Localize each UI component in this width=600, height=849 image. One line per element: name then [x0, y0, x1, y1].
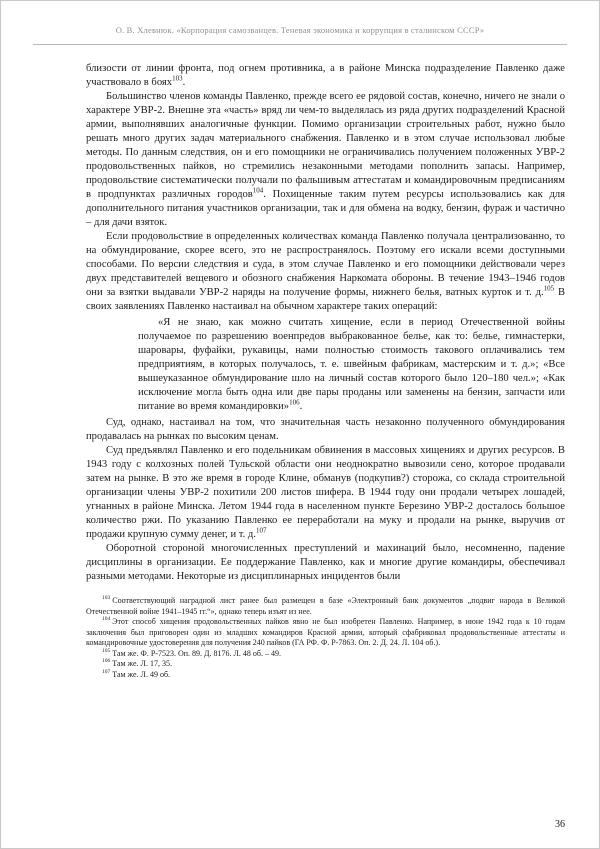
paragraph-6: Оборотной стороной многочисленных преступлений и махинаций было, несомненно, падение дисциплины в организации. Ее поддержание Павленко, как и многие другие командиры, обеспечивал разными методами. Некоторые из дисциплинарных инцидентов были [86, 543, 565, 582]
footnote-marker: 104 [102, 616, 111, 623]
footnote-106 [86, 659, 565, 670]
header-rule [33, 44, 567, 45]
blockquote: «Я не знаю, как можно считать хищение, если в период Отечественной войны получаемое по разрешению военпредов выбракованное белье, как то: белье, гимнастерки, шаровары, фуфайки, рукавицы, нами полностью стоимость такового оплачивались тем предприятиям, в которых получалось, т. е. швейным фабрикам, мастерским и т. д.»; «Все вышеуказанное обмундирование шло на личный состав которого было 120–180 чел.»; «Как исключение могла быть одна или две пары проданы или заменены на бензин, запчасти или питание во время командировки»$^{106}$. [138, 317, 565, 412]
footnote-104 [86, 617, 565, 649]
paragraph-4: Суд, однако, настаивал на том, что значительная часть незаконно полученного обмундирования продавалась на рынках по высоким ценам. [86, 417, 565, 442]
footnote-text: Там же. Л. 49 об. [112, 669, 171, 679]
paragraph-3: Если продовольствие в определенных количествах команда Павленко получала централизованно, то на обмундирование, скорее всего, это не распространялось. Поэтому его искали всеми доступными способами. По версии следствия и суда, в этом случае Павленко и его помощники действовали через двух представителей вещевого и обозного снабжения Наркомата обороны. В течение 1943–1946 годов они за взятки выдавали УВР-2 наряды на получение формы, нижнего белья, ватных курток и т. д.$^{105}$ В своих заявлениях Павленко настаивал на обычном характере таких операций: [86, 231, 566, 312]
running-header [1, 1, 599, 35]
paragraph-continuation: близости от линии фронта, под огнем противника, а в районе Минска подразделение Павленко даже участвовало в боях$^{103}$. [86, 63, 565, 88]
footnote-text: Этот способ хищения продовольственных пайков явно не был изобретен Павленко. Например, в июне 1942 года к 10 годам заключения был приговорен один из младших командиров Красной армии, который сфабриковал продовольственные аттестаты и командировочные удостоверения для получения 240 пайков (ГА РФ. Ф. Р-7863. Оп. 2. Д. 24. Л. 104 об.). [86, 617, 565, 647]
page-number: 36 [555, 819, 565, 830]
footnote-ref: 105 [543, 284, 555, 293]
paragraph-5: Суд предъявлял Павленко и его подельникам обвинения в массовых хищениях и других ресурсов. В 1943 году с колхозных полей Тульской области они неоднократно вывозили сено, которое продавали затем на рынке. В это же время в городе Клине, обманув (подкупив?) сторожа, со склада строительной организации члены УВР-2 похитили 200 листов шифера. В 1944 году они продали четырех лошадей, угнанных в районе Минска. Летом 1944 года в населенном пункте Березино УВР-2 досталось большое количество ржи. По указанию Павленко ее переработали на муку и продали на рынке, выручив от продажи крупную сумму денег, и т. д.$^{107}$ [86, 445, 565, 540]
footnote-107 [86, 670, 565, 681]
footnote-marker: 105 [102, 647, 111, 654]
footnote-103 [86, 596, 565, 617]
body-text [86, 62, 565, 584]
footnote-marker: 107 [102, 668, 111, 675]
paragraph-2: Большинство членов команды Павленко, прежде всего ее рядовой состав, конечно, ничего не знали о характере УВР-2. Внешне эта «часть» вряд ли чем-то выделялась из ряда других подразделений Красной армии, выполнявших аналогичные функции. Помимо организации строительных работ, нужно было решать много других задач материального снабжения. Павленко и в этом случае использовал любые методы. По данным следствия, он и его помощники не ограничивались получением положенных УВР-2 продовольственных пайков, но стремились незаконными методами пополнить запасы. Например, продовольствие систематически получали по фальшивым аттестатам и командировочным предписаниям в продпунктах различных городов$^{104}$. Похищенные таким путем ресурсы использовались как для дополнительного питания участников организации, так и для обмена на водку, бензин, фураж и частично – для дачи взяток. [86, 91, 566, 228]
footnote-ref: 106 [289, 398, 300, 407]
footnote-text: Там же. Л. 17, 35. [112, 659, 172, 668]
running-header-text: О. В. Хлевнюк. «Корпорация самозванцев. Теневая экономика и коррупция в сталинском СССР» [115, 25, 485, 35]
footnote-105 [86, 649, 565, 660]
footnote-ref: 103 [172, 74, 183, 83]
footnote-marker: 106 [102, 658, 111, 665]
footnote-ref: 107 [255, 526, 267, 535]
footnote-text: Там же. Ф. Р-7523. Оп. 89. Д. 8176. Л. 48 об. – 49. [112, 648, 281, 658]
footnotes-section [86, 596, 565, 680]
footnote-ref: 104 [252, 186, 264, 195]
footnote-text: Соответствующий наградной лист ранее был размещен в базе «Электронный банк документов „подвиг народа в Великой Отечественной войне 1941–1945 гг.“», однако теперь изъят из нее. [86, 596, 565, 616]
footnote-marker: 103 [102, 595, 111, 602]
